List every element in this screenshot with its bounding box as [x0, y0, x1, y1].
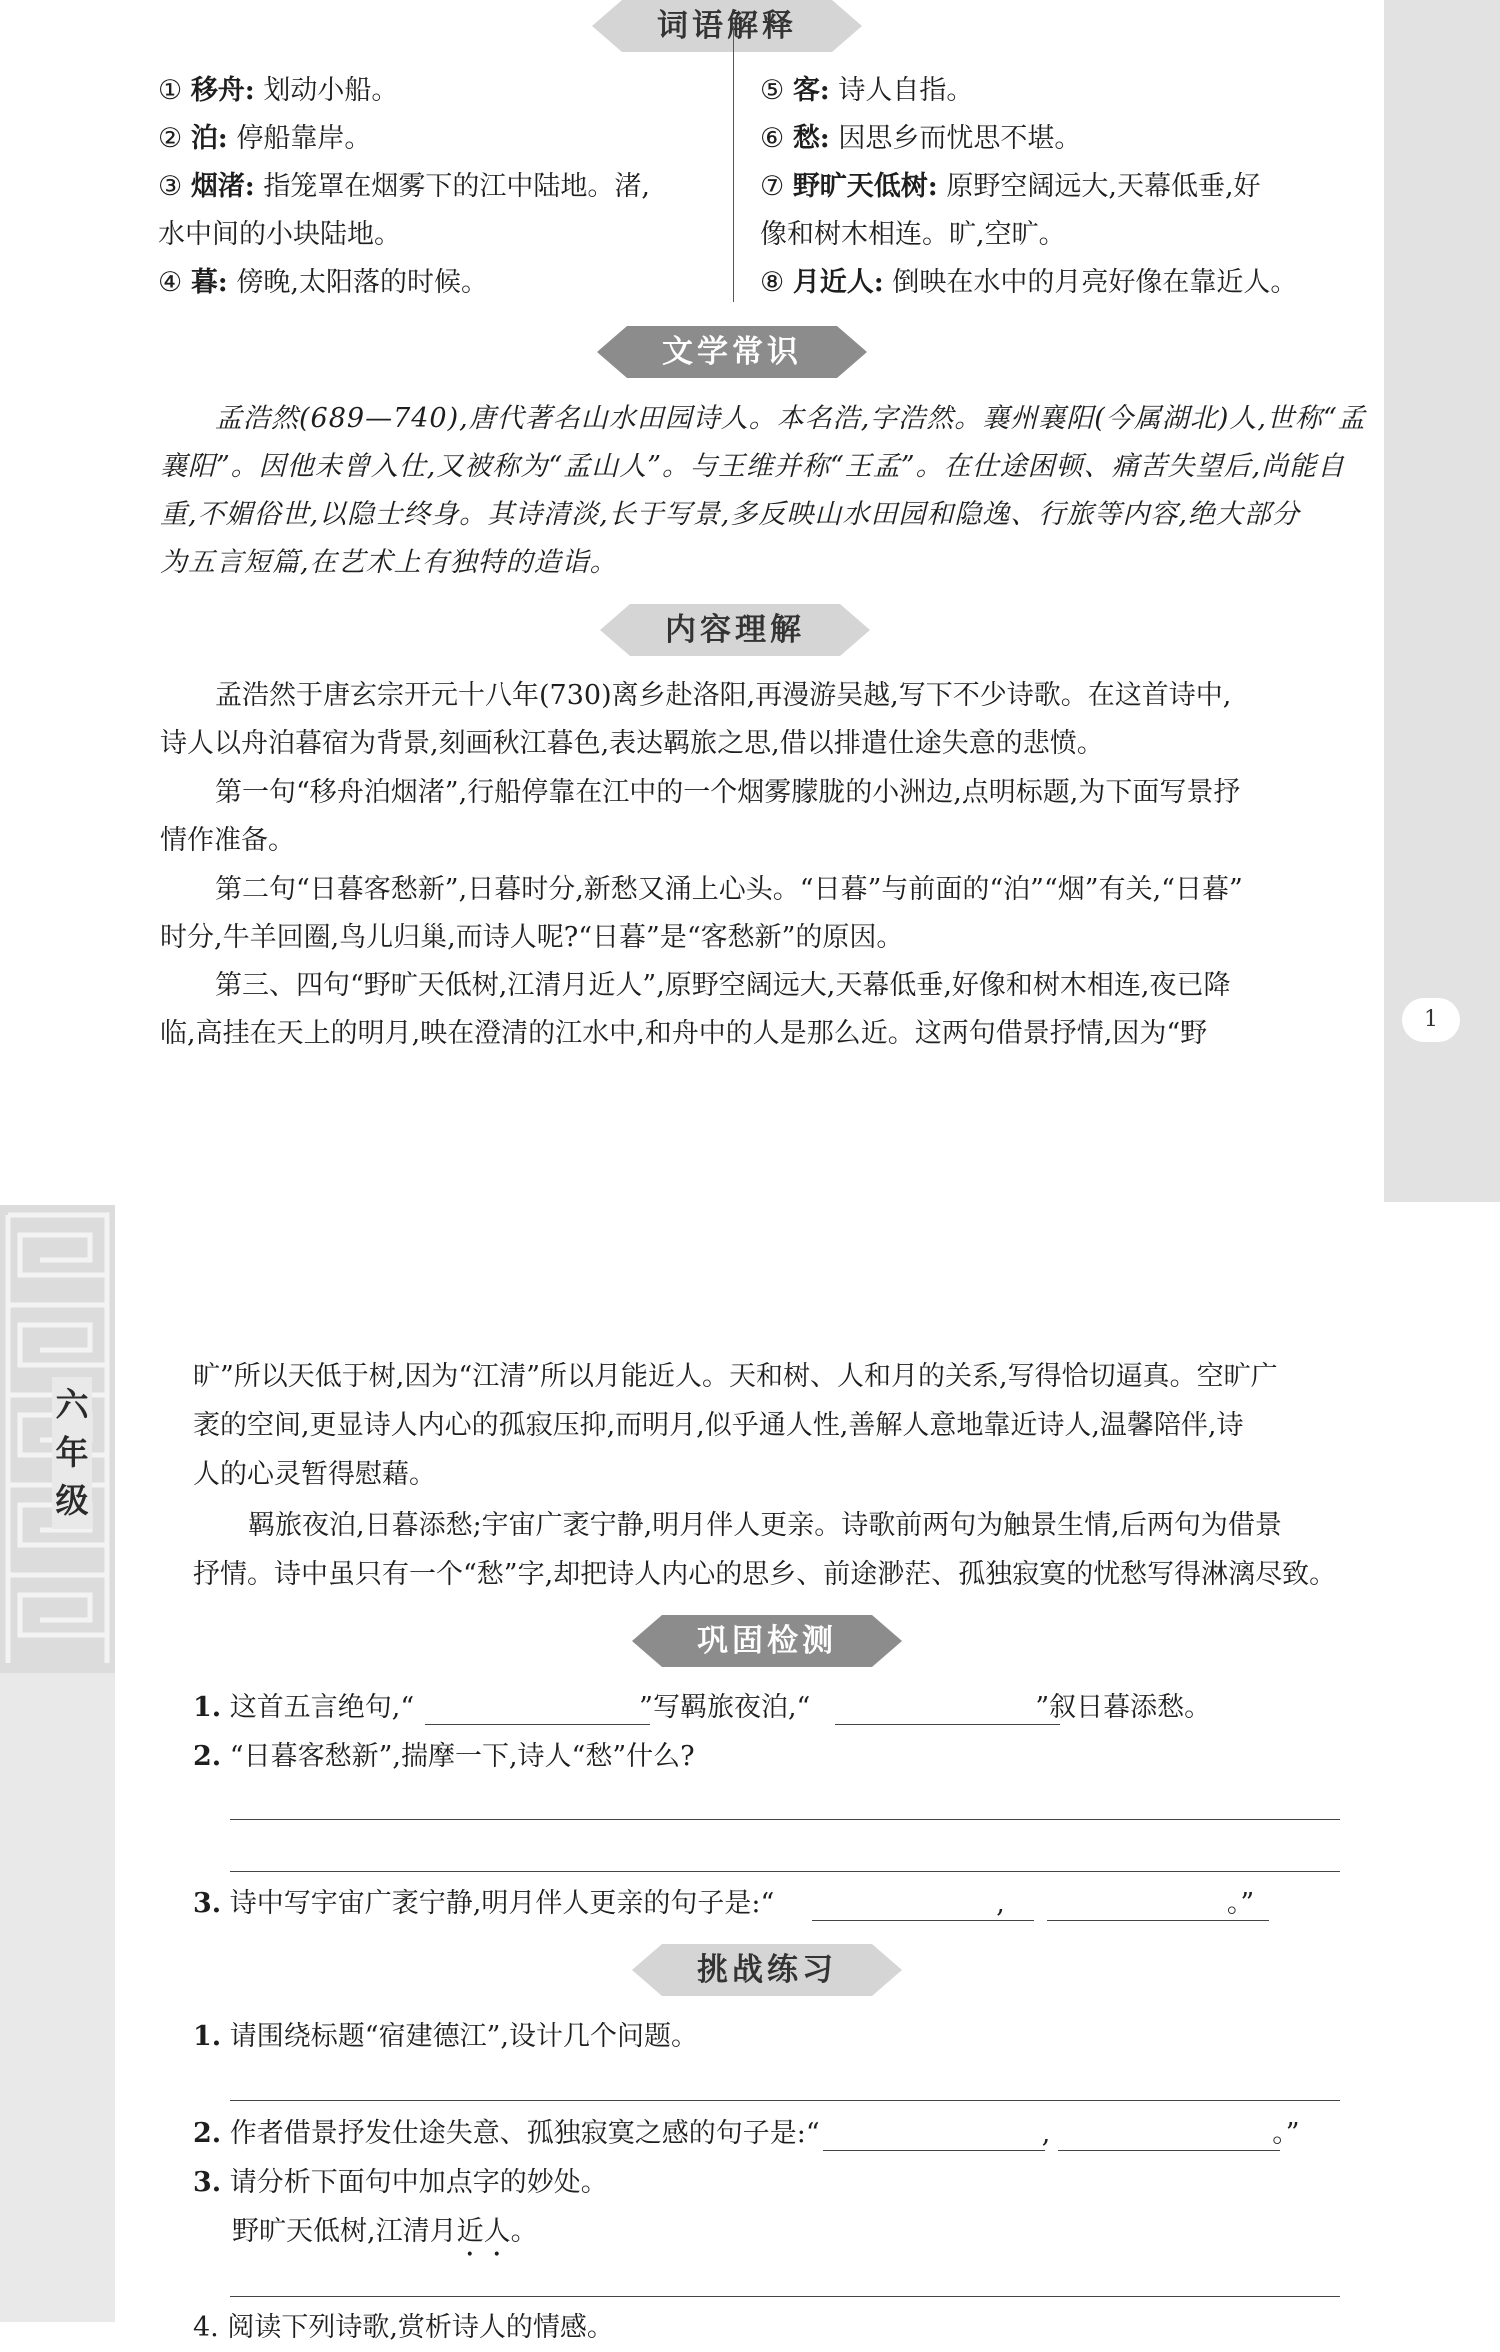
answer-blank[interactable]	[1047, 1920, 1269, 1921]
answer-line[interactable]	[230, 2100, 1340, 2101]
content-line-6: 时分,牛羊回圈,鸟儿归巢,而诗人呢?“日暮”是“客愁新”的原因。	[160, 922, 904, 953]
page-number: 1	[1402, 998, 1460, 1042]
fret-pattern-decoration	[0, 1205, 115, 1673]
literary-line-1: 孟浩然(689—740),唐代著名山水田园诗人。本名浩,字浩然。襄州襄阳(今属湖北)人,世称“孟	[215, 403, 1366, 434]
content-line-5: 第二句“日暮客愁新”,日暮时分,新愁又涌上心头。“日暮”与前面的“泊”“烟”有关,“日暮”	[215, 874, 1243, 905]
answer-line[interactable]	[230, 2296, 1340, 2297]
content-line-3: 第一句“移舟泊烟渚”,行船停靠在江中的一个烟雾朦胧的小洲边,点明标题,为下面写景抒	[215, 777, 1241, 808]
gloss-item-4: ④ 暮: 傍晚,太阳落的时候。	[158, 267, 488, 298]
gloss-item-3: ③ 烟渚: 指笼罩在烟雾下的江中陆地。渚,	[158, 171, 650, 202]
gloss-item-1: ① 移舟: 划动小船。	[158, 75, 399, 106]
banner-challenge	[632, 1944, 902, 1996]
content-line-2: 诗人以舟泊暮宿为背景,刻画秋江暮色,表达羁旅之思,借以排遣仕途失意的悲愤。	[160, 728, 1104, 759]
challenge-q3-sentence: 野旷天低树,江清月近人。	[232, 2216, 538, 2247]
grade-label: 六年级	[52, 1377, 92, 1529]
answer-blank[interactable]	[1058, 2150, 1280, 2151]
glossary-divider	[733, 26, 734, 302]
banner-title: 挑战练习	[697, 1952, 837, 1988]
banner-title: 巩固检测	[697, 1623, 837, 1659]
content-line-9: 旷”所以天低于树,因为“江清”所以月能近人。天和树、人和月的关系,写得恰切逼真。空旷广	[193, 1361, 1278, 1392]
content-line-10: 袤的空间,更显诗人内心的孤寂压抑,而明月,似乎通人性,善解人意地靠近诗人,温馨陪伴,诗	[193, 1410, 1244, 1441]
content-line-4: 情作准备。	[160, 825, 295, 856]
answer-blank[interactable]	[823, 2150, 1045, 2151]
gloss-item-2: ② 泊: 停船靠岸。	[158, 123, 372, 154]
dotted-emphasis: 近人	[456, 2216, 511, 2247]
challenge-q1: 1. 请围绕标题“宿建德江”,设计几个问题。	[193, 2021, 698, 2052]
content-line-8: 临,高挂在天上的明月,映在澄清的江水中,和舟中的人是那么近。这两句借景抒情,因为“野	[160, 1018, 1208, 1049]
banner-title: 文学常识	[662, 334, 802, 370]
answer-blank[interactable]	[812, 1920, 1034, 1921]
gloss-item-6: ⑥ 愁: 因思乡而忧思不堪。	[760, 123, 1082, 154]
gloss-item-7-cont: 像和树木相连。旷,空旷。	[760, 219, 1066, 250]
challenge-q4-partial: 4. 阅读下列诗歌,赏析诗人的情感。	[193, 2312, 614, 2343]
consolidate-q3: 3. 诗中写宇宙广袤宁静,明月伴人更亲的句子是:“ , 。”	[193, 1888, 1255, 1919]
gloss-item-8: ⑧ 月近人: 倒映在水中的月亮好像在靠近人。	[760, 267, 1298, 298]
consolidate-q2: 2. “日暮客愁新”,揣摩一下,诗人“愁”什么?	[193, 1741, 695, 1772]
content-line-7: 第三、四句“野旷天低树,江清月近人”,原野空阔远大,天幕低垂,好像和树木相连,夜已降	[215, 970, 1231, 1001]
banner-title: 内容理解	[665, 612, 805, 648]
challenge-q3: 3. 请分析下面句中加点字的妙处。	[193, 2167, 608, 2198]
gloss-item-3-cont: 水中间的小块陆地。	[158, 219, 401, 250]
answer-blank[interactable]	[425, 1724, 650, 1725]
banner-title: 词语解释	[657, 8, 797, 44]
answer-line[interactable]	[230, 1819, 1340, 1820]
challenge-q2: 2. 作者借景抒发仕途失意、孤独寂寞之感的句子是:“ , 。”	[193, 2118, 1300, 2149]
content-line-1: 孟浩然于唐玄宗开元十八年(730)离乡赴洛阳,再漫游吴越,写下不少诗歌。在这首诗中,	[215, 680, 1232, 711]
content-line-12: 羁旅夜泊,日暮添愁;宇宙广袤宁静,明月伴人更亲。诗歌前两句为触景生情,后两句为借景	[248, 1510, 1282, 1541]
content-line-13: 抒情。诗中虽只有一个“愁”字,却把诗人内心的思乡、前途渺茫、孤独寂寞的忧愁写得淋漓尽致。	[193, 1559, 1337, 1590]
literary-line-4: 为五言短篇,在艺术上有独特的造诣。	[160, 547, 618, 578]
content-line-11: 人的心灵暂得慰藉。	[193, 1459, 436, 1490]
banner-content	[600, 604, 870, 656]
answer-blank[interactable]	[835, 1724, 1060, 1725]
answer-line[interactable]	[230, 1871, 1340, 1872]
gloss-item-7: ⑦ 野旷天低树: 原野空阔远大,天幕低垂,好	[760, 171, 1261, 202]
banner-vocab	[592, 0, 862, 52]
literary-line-2: 襄阳”。因他未曾入仕,又被称为“孟山人”。与王维并称“王孟”。在仕途困顿、痛苦失望后,尚能自	[160, 451, 1346, 482]
gloss-item-5: ⑤ 客: 诗人自指。	[760, 75, 974, 106]
banner-literary	[597, 326, 867, 378]
page-margin-left	[0, 1205, 115, 2322]
consolidate-q1: 1. 这首五言绝句,“ ”写羁旅夜泊,“ ”叙日暮添愁。	[193, 1692, 1212, 1723]
literary-line-3: 重,不媚俗世,以隐士终身。其诗清淡,长于写景,多反映山水田园和隐逸、行旅等内容,绝大部分	[160, 499, 1300, 530]
banner-consolidate	[632, 1615, 902, 1667]
